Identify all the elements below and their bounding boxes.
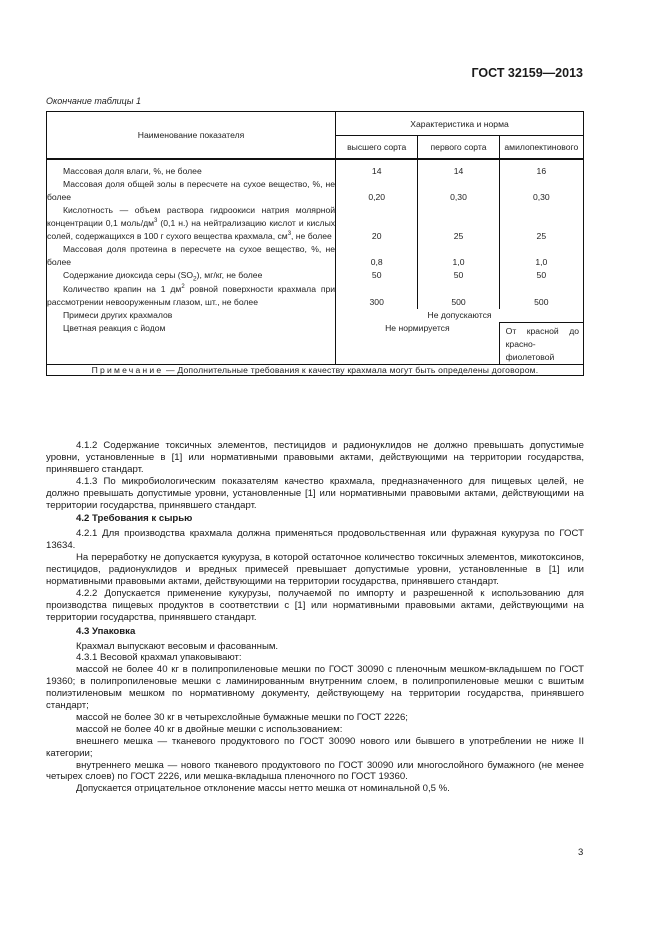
table-note: [47, 364, 584, 375]
paragraph-4-3-1-f: Допускается отрицательное отклонение массы нетто мешка от номинальной 0,5 %.: [76, 783, 450, 795]
paragraph-4-3-1: 4.3.1 Весовой крахмал упаковывают:: [76, 652, 242, 664]
table-row: [47, 159, 584, 178]
cell-merged-value: Не нормируется: [336, 322, 500, 364]
table-row: [47, 204, 584, 243]
cell-value: 300: [336, 282, 418, 309]
row-name: Кислотность — объем раствора гидроокиси натрия молярной концентрации 0,1 моль/$дм^3$ (0,1 н.) на нейтрализацию кислот и кислых солей, содержащихся в 100 г сухого вещества крахмала, $см^3$, не более: [47, 204, 336, 241]
cell-value: 0,30: [418, 178, 499, 204]
cell-value: 25: [499, 204, 583, 243]
row-name: Количество крапин на 1 $дм^2$ ровной поверхности крахмала при рассмотрении невооруженным глазом, шт., не более: [47, 283, 336, 307]
body-text: [46, 440, 584, 795]
cell-value: 16: [499, 159, 583, 178]
note-label: Примечание: [91, 364, 164, 375]
table-row: [47, 309, 584, 323]
requirements-table: [46, 111, 584, 376]
cell-value: 500: [418, 282, 499, 309]
cell-value: 25: [418, 204, 499, 243]
table-row: [47, 322, 584, 364]
table-row: [47, 178, 584, 204]
paragraph-4-3-intro: Крахмал выпускают весовым и фасованным.: [76, 640, 279, 652]
note-text: — Дополнительные требования к качеству крахмала могут быть определены договором.: [163, 364, 539, 375]
cell-value: 50: [418, 269, 499, 282]
paragraph-4-3-1-c: массой не более 40 кг в двойные мешки с использованием:: [76, 723, 343, 735]
cell-value: 14: [336, 159, 418, 178]
cell-value: 0,20: [336, 178, 418, 204]
paragraph-4-2-1-b: На переработку не допускается кукуруза, в которой остаточное количество токсичных элементов, микотоксинов, пестицидов, радионуклидов и вредных примесей превышает допустимые уровни, установленные в [1] или нормативными правовыми актами, действующими на территории государства, принявшего стандарт.: [46, 552, 584, 587]
col-header-group: Характеристика и норма: [336, 112, 584, 136]
row-name: Содержание диоксида серы $(SO_2)$, мг/кг, не более: [63, 269, 263, 283]
paragraph-4-2-1: 4.2.1 Для производства крахмала должна применяться продовольственная или фуражная кукуруза по ГОСТ 13634.: [46, 528, 584, 552]
cell-value: 0,8: [336, 243, 418, 269]
row-name: Примеси других крахмалов: [63, 310, 173, 320]
paragraph-4-3-1-d: внешнего мешка — тканевого продуктового по ГОСТ 30090 нового или бывшего в употреблении не ниже II категории;: [46, 735, 584, 759]
cell-value: 20: [336, 204, 418, 243]
paragraph-4-1-2: 4.1.2 Содержание токсичных элементов, пестицидов и радионуклидов не должно превышать допустимые уровни, установленные в [1] или нормативными правовыми актами, действующими на территории государства, принявшего стандарт.: [46, 440, 584, 475]
table-row: [47, 269, 584, 282]
document-id-header: ГОСТ 32159—2013: [471, 66, 583, 80]
row-name: Массовая доля общей золы в пересчете на сухое вещество, %, не более: [47, 178, 336, 202]
col-header-name: Наименование показателя: [47, 112, 336, 159]
table-row: [47, 282, 584, 309]
table-caption: Окончание таблицы 1: [46, 96, 141, 106]
row-name: Цветная реакция с йодом: [63, 323, 166, 333]
col-header-premium: высшего сорта: [336, 136, 418, 159]
paragraph-4-2-2: 4.2.2 Допускается применение кукурузы, получаемой по импорту и разрешенной к использованию для производства пищевых продуктов в соответствии с [1] или нормативными правовыми актами, действующими на территории государства, принявшего стандарт.: [46, 587, 584, 623]
cell-value: 0,30: [499, 178, 583, 204]
col-header-amylopectin: амилопектинового: [499, 136, 583, 159]
row-name: Массовая доля влаги, %, не более: [63, 165, 202, 176]
cell-value: 50: [499, 269, 583, 282]
section-heading-4-3: 4.3 Упаковка: [76, 625, 136, 637]
cell-value: 14: [418, 159, 499, 178]
paragraph-4-3-1-b: массой не более 30 кг в четырехслойные бумажные мешки по ГОСТ 2226;: [76, 711, 408, 723]
cell-value: 1,0: [499, 243, 583, 269]
section-heading-4-2: 4.2 Требования к сырью: [76, 513, 193, 525]
table-row: [47, 243, 584, 269]
cell-value: От красной до красно-фиолетовой: [499, 322, 583, 364]
paragraph-4-1-3: 4.1.3 По микробиологическим показателям качество крахмала, предназначенного для пищевых целей, не должно превышать допустимые уровни, установленные [1] или нормативными правовыми актами, действующими на территории государства, принявшего стандарт.: [46, 475, 584, 511]
cell-value: 1,0: [418, 243, 499, 269]
page-number: 3: [578, 847, 584, 858]
col-header-first: первого сорта: [418, 136, 499, 159]
cell-value: 50: [336, 269, 418, 282]
paragraph-4-3-1-a: массой не более 40 кг в полипропиленовые мешки по ГОСТ 30090 с пленочным мешком-вкладышем по ГОСТ 19360; в полипропиленовые мешки с ламинированным внутренним слоем, в полипропиленовые мешки с вшитым полиэтиленовым мешком по нормативному документу, действующему на территории государства, принявшего стандарт;: [46, 664, 584, 712]
cell-value: 500: [499, 282, 583, 309]
paragraph-4-3-1-e: внутреннего мешка — нового тканевого продуктового по ГОСТ 30090 или многослойного бумажного (не менее четырех слоев) по ГОСТ 2226, или мешка-вкладыша пленочного по ГОСТ 19360.: [46, 759, 584, 783]
row-name: Массовая доля протеина в пересчете на сухое вещество, %, не более: [47, 243, 336, 267]
cell-merged-value: Не допускаются: [336, 309, 584, 323]
